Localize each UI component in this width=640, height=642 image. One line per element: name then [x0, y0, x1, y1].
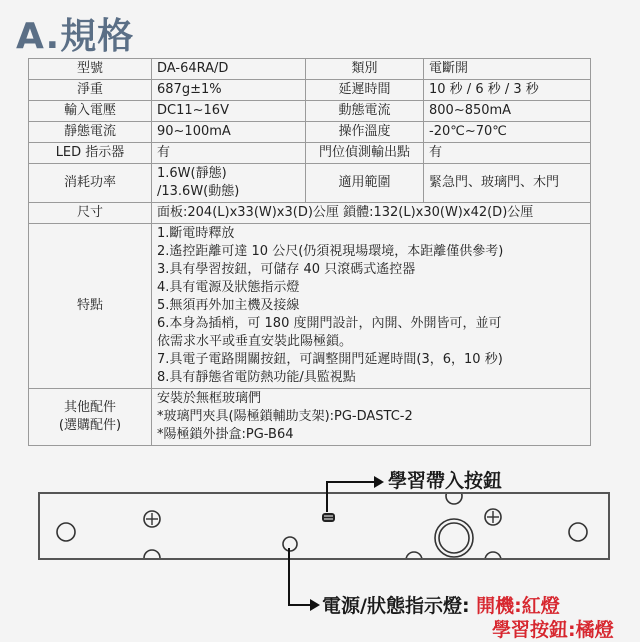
- callout-line: [288, 548, 290, 605]
- spec-value: 電斷開: [424, 59, 591, 80]
- learn-led-label: 學習按鈕:橘燈: [492, 619, 614, 641]
- led-callout: [322, 591, 560, 618]
- spec-table: [28, 58, 591, 446]
- led-indicator-icon: [283, 537, 297, 551]
- screw-icon: [446, 494, 462, 504]
- list-item: 安裝於無框玻璃們: [157, 391, 262, 406]
- mount-hole-right: [569, 523, 587, 541]
- spec-label: 門位偵測輸出點: [306, 143, 424, 164]
- spec-label: LED 指示器: [29, 143, 152, 164]
- list-item: 6.本身為插梢，可 180 度開門設計，內開、外開皆可，並可: [157, 316, 502, 331]
- spec-label: 動態電流: [306, 101, 424, 122]
- lock-panel-diagram: [38, 492, 610, 560]
- spec-value: 緊急門、玻璃門、木門: [424, 164, 591, 203]
- spec-value: [152, 164, 306, 203]
- accessories-list: [152, 389, 591, 446]
- callout-line: [326, 482, 328, 512]
- callout-line: [326, 481, 376, 483]
- accessories-label: [29, 389, 152, 446]
- spec-label: 延遲時間: [306, 80, 424, 101]
- features-label: 特點: [29, 224, 152, 389]
- list-item: 4.具有電源及狀態指示燈: [157, 280, 300, 295]
- spec-value: DC11~16V: [152, 101, 306, 122]
- list-item: 8.具有靜態省電防熱功能/具監視點: [157, 370, 356, 385]
- table-row: [29, 203, 591, 224]
- table-row: [29, 224, 591, 389]
- screw-icon: [144, 550, 160, 558]
- table-row: [29, 101, 591, 122]
- spec-value: 687g±1%: [152, 80, 306, 101]
- list-item: *陽極鎖外掛盒:PG-B64: [157, 427, 294, 442]
- spec-label: 類別: [306, 59, 424, 80]
- spec-value: DA-64RA/D: [152, 59, 306, 80]
- list-item: 依需求水平或垂直安裝此陽極鎖。: [157, 334, 353, 349]
- learn-button-icon: [322, 513, 335, 522]
- spec-label: 型號: [29, 59, 152, 80]
- power-static: 1.6W(靜態): [157, 166, 227, 181]
- spec-value: 面板:204(L)x33(W)x3(D)公厘 鎖體:132(L)x30(W)x42(D)公厘: [152, 203, 591, 224]
- spec-label: 尺寸: [29, 203, 152, 224]
- power-on-label: 開機:紅燈: [476, 595, 560, 617]
- list-item: 2.遙控距離可達 10 公尺(仍須視現場環境，本距離僅供參考): [157, 244, 504, 259]
- spec-value: -20℃~70℃: [424, 122, 591, 143]
- panel-drawing: [40, 494, 608, 558]
- table-row: [29, 389, 591, 446]
- features-list: [152, 224, 591, 389]
- spec-label: 適用範圍: [306, 164, 424, 203]
- screw-icon: [485, 552, 501, 558]
- spec-value: 90~100mA: [152, 122, 306, 143]
- screw-icon: [406, 552, 422, 558]
- callout-line: [288, 604, 312, 606]
- table-row: [29, 143, 591, 164]
- learn-button-label: 學習帶入按鈕: [388, 470, 503, 492]
- accessories-label-line: (選購配件): [58, 418, 122, 433]
- mount-hole-left: [57, 523, 75, 541]
- list-item: 3.具有學習按鈕，可儲存 40 只滾碼式遙控器: [157, 262, 416, 277]
- list-item: *玻璃門夾具(陽極鎖輔助支架):PG-DASTC-2: [157, 409, 413, 424]
- spec-label: 消耗功率: [29, 164, 152, 203]
- table-row: [29, 122, 591, 143]
- spec-value: 有: [152, 143, 306, 164]
- list-item: 5.無須再外加主機及接線: [157, 298, 300, 313]
- spec-label: 輸入電壓: [29, 101, 152, 122]
- list-item: 1.斷電時釋放: [157, 226, 235, 241]
- arrow-right-icon: [310, 599, 320, 611]
- arrow-right-icon: [374, 476, 384, 488]
- table-row: [29, 59, 591, 80]
- spec-value: 10 秒 / 6 秒 / 3 秒: [424, 80, 591, 101]
- list-item: 7.具電子電路開關按鈕，可調整開門延遲時間(3，6，10 秒): [157, 352, 503, 367]
- accessories-label-line: 其他配件: [63, 400, 116, 415]
- spec-label: 淨重: [29, 80, 152, 101]
- release-button-icon: [435, 519, 473, 557]
- spec-label: 靜態電流: [29, 122, 152, 143]
- table-row: [29, 164, 591, 203]
- led-label: 電源/狀態指示燈:: [322, 595, 470, 617]
- spec-value: 有: [424, 143, 591, 164]
- spec-label: 操作溫度: [306, 122, 424, 143]
- section-title: A.規格: [16, 16, 135, 57]
- power-dynamic: /13.6W(動態): [157, 184, 240, 199]
- table-row: [29, 80, 591, 101]
- spec-value: 800~850mA: [424, 101, 591, 122]
